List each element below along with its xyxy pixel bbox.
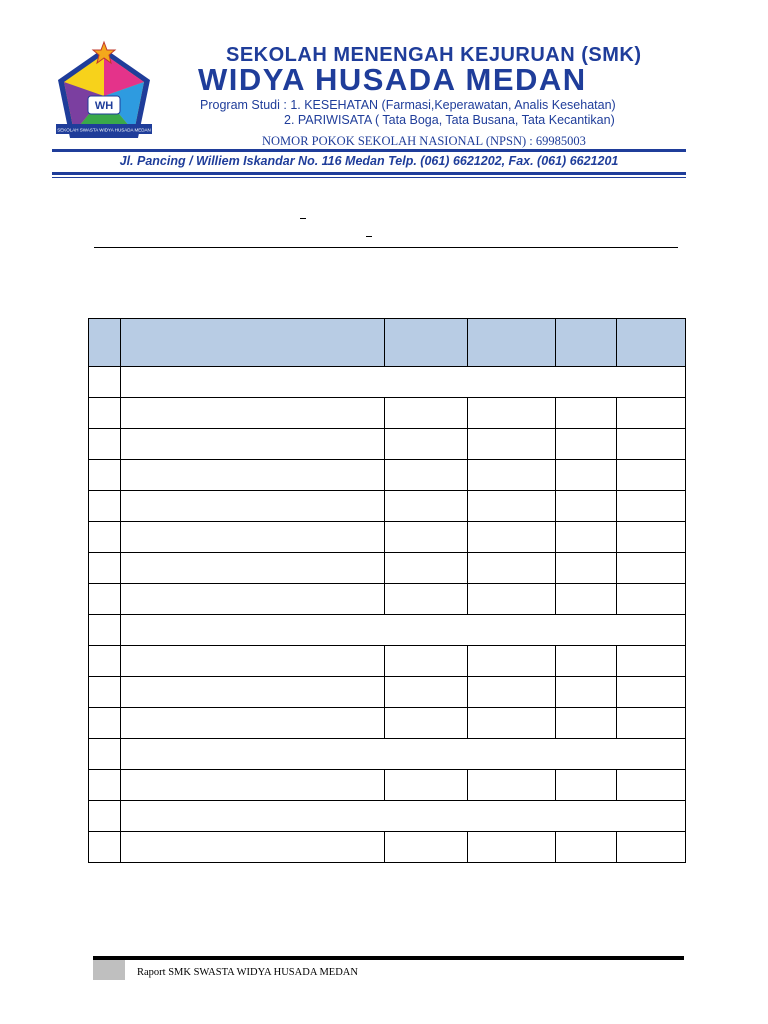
table-row [89, 584, 686, 615]
cell-col5 [556, 522, 617, 553]
table-row [89, 491, 686, 522]
cell-col6 [617, 832, 686, 863]
cell-col6 [617, 646, 686, 677]
cell-col5 [556, 708, 617, 739]
cell-col3 [385, 398, 468, 429]
cell-col6 [617, 522, 686, 553]
cell-col4 [468, 708, 556, 739]
cell-col6 [617, 398, 686, 429]
cell-no [89, 398, 121, 429]
cell-subject [121, 677, 385, 708]
cell-col3 [385, 522, 468, 553]
cell-no [89, 460, 121, 491]
table-section-row [89, 367, 686, 398]
cell-col6 [617, 677, 686, 708]
table-row [89, 770, 686, 801]
grades-table [88, 318, 686, 863]
cell-col3 [385, 553, 468, 584]
cell-col4 [468, 677, 556, 708]
header-cell-no [89, 319, 121, 367]
cell-col3 [385, 708, 468, 739]
cell-col6 [617, 584, 686, 615]
cell-col4 [468, 429, 556, 460]
cell-no [89, 677, 121, 708]
cell-col5 [556, 398, 617, 429]
footer-page-box [93, 960, 125, 980]
cell-no [89, 491, 121, 522]
cell-subject [121, 429, 385, 460]
table-row [89, 708, 686, 739]
table-section-row [89, 801, 686, 832]
cell-col6 [617, 491, 686, 522]
cell-col3 [385, 646, 468, 677]
cell-col4 [468, 522, 556, 553]
program-line-2: 2. PARIWISATA ( Tata Boga, Tata Busana, Tata Kecantikan) [284, 113, 615, 127]
cell-no [89, 522, 121, 553]
cell-col4 [468, 460, 556, 491]
cell-subject [121, 832, 385, 863]
cell-col5 [556, 584, 617, 615]
cell-no [89, 770, 121, 801]
cell-subject [121, 522, 385, 553]
header-rule-top [52, 149, 686, 152]
cell-col5 [556, 460, 617, 491]
header-cell-col3 [385, 319, 468, 367]
logo-letters: WH [94, 100, 114, 112]
cell-col5 [556, 770, 617, 801]
cell-col4 [468, 832, 556, 863]
npsn-line: NOMOR POKOK SEKOLAH NASIONAL (NPSN) : 69985003 [262, 134, 586, 148]
cell-col4 [468, 646, 556, 677]
blank-dash [366, 236, 372, 237]
blank-dash [300, 218, 306, 219]
separator-line [94, 247, 678, 248]
footer-text: Raport SMK SWASTA WIDYA HUSADA MEDAN [137, 967, 358, 978]
school-logo [52, 40, 156, 152]
cell-no [89, 615, 121, 646]
cell-subject [121, 460, 385, 491]
cell-col6 [617, 770, 686, 801]
cell-col6 [617, 553, 686, 584]
header-cell-col5 [556, 319, 617, 367]
cell-col3 [385, 584, 468, 615]
section-title-cell [121, 801, 686, 832]
table-header-row [89, 319, 686, 367]
table-row [89, 553, 686, 584]
cell-col5 [556, 832, 617, 863]
cell-no [89, 739, 121, 770]
logo-banner-text: SEKOLAH SWASTA WIDYA HUSADA MEDAN [57, 127, 151, 133]
cell-no [89, 429, 121, 460]
cell-col4 [468, 398, 556, 429]
cell-no [89, 801, 121, 832]
table-row [89, 646, 686, 677]
cell-subject [121, 770, 385, 801]
table-row [89, 398, 686, 429]
cell-col6 [617, 429, 686, 460]
header-cell-col6 [617, 319, 686, 367]
table-row [89, 460, 686, 491]
header-rule-bottom [52, 172, 686, 175]
cell-col5 [556, 429, 617, 460]
cell-subject [121, 553, 385, 584]
cell-col3 [385, 491, 468, 522]
table-row [89, 677, 686, 708]
cell-subject [121, 491, 385, 522]
cell-col3 [385, 460, 468, 491]
cell-no [89, 832, 121, 863]
section-title-cell [121, 367, 686, 398]
cell-no [89, 553, 121, 584]
cell-no [89, 646, 121, 677]
cell-col3 [385, 770, 468, 801]
table-row [89, 832, 686, 863]
header-cell-subject [121, 319, 385, 367]
smk-title: SEKOLAH MENENGAH KEJURUAN (SMK) [226, 44, 642, 66]
footer-rule [93, 956, 684, 960]
header-rule-bottom-thin [52, 177, 686, 178]
address-line: Jl. Pancing / Williem Iskandar No. 116 Medan Telp. (061) 6621202, Fax. (061) 6621201 [119, 154, 619, 168]
section-title-cell [121, 615, 686, 646]
table-row [89, 522, 686, 553]
program-line-1: Program Studi : 1. KESEHATAN (Farmasi,Keperawatan, Analis Kesehatan) [200, 98, 616, 112]
school-name: WIDYA HUSADA MEDAN [198, 62, 587, 97]
table-section-row [89, 615, 686, 646]
table-section-row [89, 739, 686, 770]
cell-no [89, 367, 121, 398]
cell-subject [121, 646, 385, 677]
cell-col6 [617, 460, 686, 491]
cell-col5 [556, 553, 617, 584]
cell-col5 [556, 677, 617, 708]
cell-col5 [556, 491, 617, 522]
cell-no [89, 584, 121, 615]
cell-subject [121, 708, 385, 739]
cell-col3 [385, 832, 468, 863]
cell-col4 [468, 584, 556, 615]
cell-col3 [385, 429, 468, 460]
cell-col4 [468, 770, 556, 801]
cell-subject [121, 584, 385, 615]
header-cell-col4 [468, 319, 556, 367]
cell-col3 [385, 677, 468, 708]
section-title-cell [121, 739, 686, 770]
cell-col6 [617, 708, 686, 739]
cell-subject [121, 398, 385, 429]
cell-col4 [468, 491, 556, 522]
cell-col4 [468, 553, 556, 584]
cell-no [89, 708, 121, 739]
cell-col5 [556, 646, 617, 677]
table-row [89, 429, 686, 460]
